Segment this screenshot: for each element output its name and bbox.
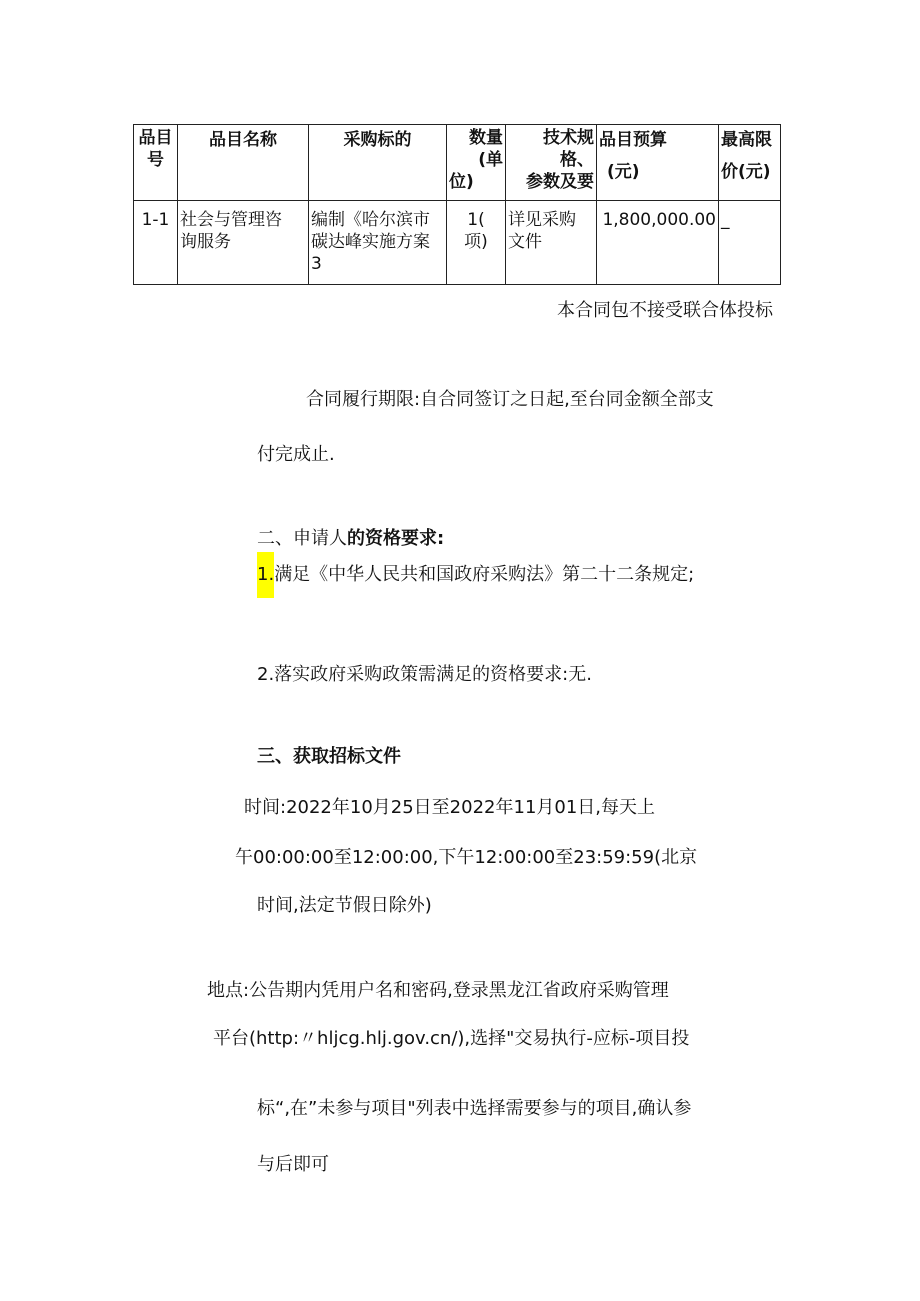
header-budget: 品目预算 (元): [597, 125, 719, 201]
cell-max-price: _: [719, 201, 781, 285]
place-line4: 与后即可: [257, 1154, 329, 1175]
qualification-item-1: [257, 552, 694, 598]
qualification-item-2: 2.落实政府采购政策需满足的资格要求:无.: [257, 664, 592, 685]
time-line1: 时间:2022年10月25日至2022年11月01日,每天上: [244, 797, 656, 818]
table-header-row: [134, 125, 781, 201]
time-line3: 时间,法定节假日除外): [257, 895, 432, 916]
cell-item-no: 1-1: [134, 201, 178, 285]
section3-title: 三、获取招标文件: [257, 746, 401, 767]
table-row: [134, 201, 781, 285]
consortium-note: 本合同包不接受联合体投标: [557, 300, 773, 321]
cell-item-name: 社会与管理咨 询服务: [178, 201, 309, 285]
header-max-price: 最高限 价(元): [719, 125, 781, 201]
cell-budget: 1,800,000.00: [597, 201, 719, 285]
header-procurement-target: 采购标的: [309, 125, 447, 201]
header-item-no: 品目 号: [134, 125, 178, 201]
section2-title-normal: 二、申请人: [257, 528, 347, 549]
procurement-items-table: [133, 124, 781, 285]
header-item-name: 品目名称: [178, 125, 309, 201]
cell-procurement-target: 编制《哈尔滨市 碳达峰实施方案 3: [309, 201, 447, 285]
header-tech-spec: 技术规 格、 参数及要: [506, 125, 597, 201]
contract-period-line2: 付完成止.: [257, 444, 335, 465]
highlight-marker: 1.: [257, 552, 274, 598]
place-line1: 地点:公告期内凭用户名和密码,登录黑龙江省政府采购管理: [207, 980, 669, 1001]
cell-tech-spec: 详见采购 文件: [506, 201, 597, 285]
time-line2: 午00:00:00至12:00:00,下午12:00:00至23:59:59(北京: [235, 847, 698, 868]
place-line3: 标“,在”未参与项目"列表中选择需要参与的项目,确认参: [257, 1098, 692, 1119]
header-quantity: 数量 (单 位): [447, 125, 506, 201]
section2-title: [257, 524, 444, 550]
section2-title-bold: 的资格要求:: [347, 528, 445, 549]
place-line2: 平台(http:〃hljcg.hlj.gov.cn/),选择"交易执行-应标-项目投: [213, 1028, 690, 1049]
cell-quantity: 1( 项): [447, 201, 506, 285]
qualification-item-1-text: 满足《中华人民共和国政府采购法》第二十二条规定;: [274, 564, 695, 585]
contract-period-line1: 合同履行期限:自合同签订之日起,至台同金额全部支: [306, 389, 714, 410]
